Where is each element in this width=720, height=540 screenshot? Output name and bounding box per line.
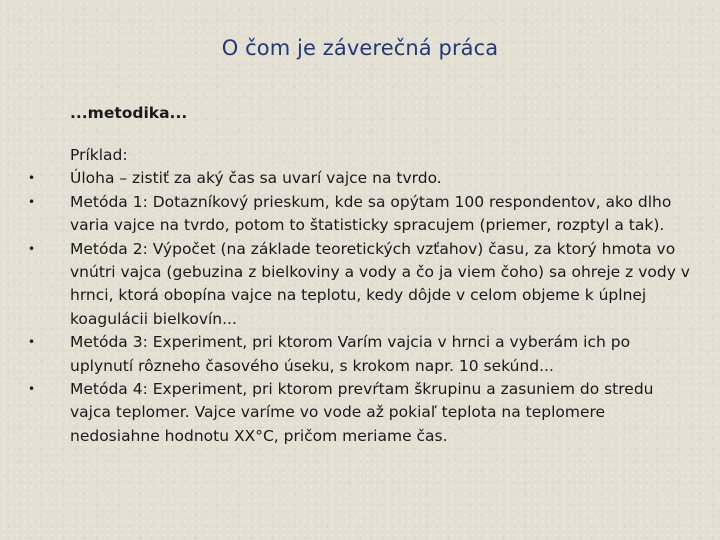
list-item-method-4: [28, 378, 695, 448]
list-item-text: Úloha – zistiť za aký čas sa uvarí vajce na tvrdo.: [70, 169, 442, 188]
bullet-icon: •: [28, 171, 36, 186]
intro-text: Príklad:: [70, 146, 128, 164]
bullet-icon: •: [28, 382, 36, 397]
intro-line: [70, 144, 695, 167]
list-item-task: [28, 167, 695, 190]
slide-title: O čom je záverečná práca: [221, 36, 499, 60]
bullet-icon: •: [28, 241, 36, 256]
list-item-text: Metóda 2: Výpočet (na základe teoretických vzťahov) času, za ktorý hmota vo vnútri vajca (gebuzina z bielkoviny a vody a čo ja viem čoho) sa ohreje z vody v hrnci, ktorá obopína vajce na teplotu, kedy dôjde v celom objeme k úplnej koagulácii bielkovín...: [70, 239, 690, 328]
list-item-method-1: [28, 191, 695, 238]
list-item-method-2: [28, 238, 695, 332]
list-item-text: Metóda 1: Dotazníkový prieskum, kde sa opýtam 100 respondentov, ako dlho varia vajce na tvrdo, potom to štatisticky spracujem (priemer, rozptyl a tak).: [70, 192, 672, 235]
list-item-text: Metóda 3: Experiment, pri ktorom Varím vajcia v hrnci a vyberám ich po uplynutí rôzneho časového úseku, s krokom napr. 10 sekúnd...: [70, 333, 631, 375]
bullet-icon: •: [28, 335, 36, 350]
bullet-icon: •: [28, 194, 36, 209]
subheading: ...metodika...: [70, 104, 188, 122]
content-list: [28, 144, 695, 448]
list-item-method-3: [28, 331, 695, 378]
list-item-text: Metóda 4: Experiment, pri ktorom prevŕtam škrupinu a zasuniem do stredu vajca teplomer. Vajce varíme vo vode až pokiaľ teplota na teplomere nedosiahne hodnotu XX°C, pričom meriame čas.: [70, 380, 654, 445]
